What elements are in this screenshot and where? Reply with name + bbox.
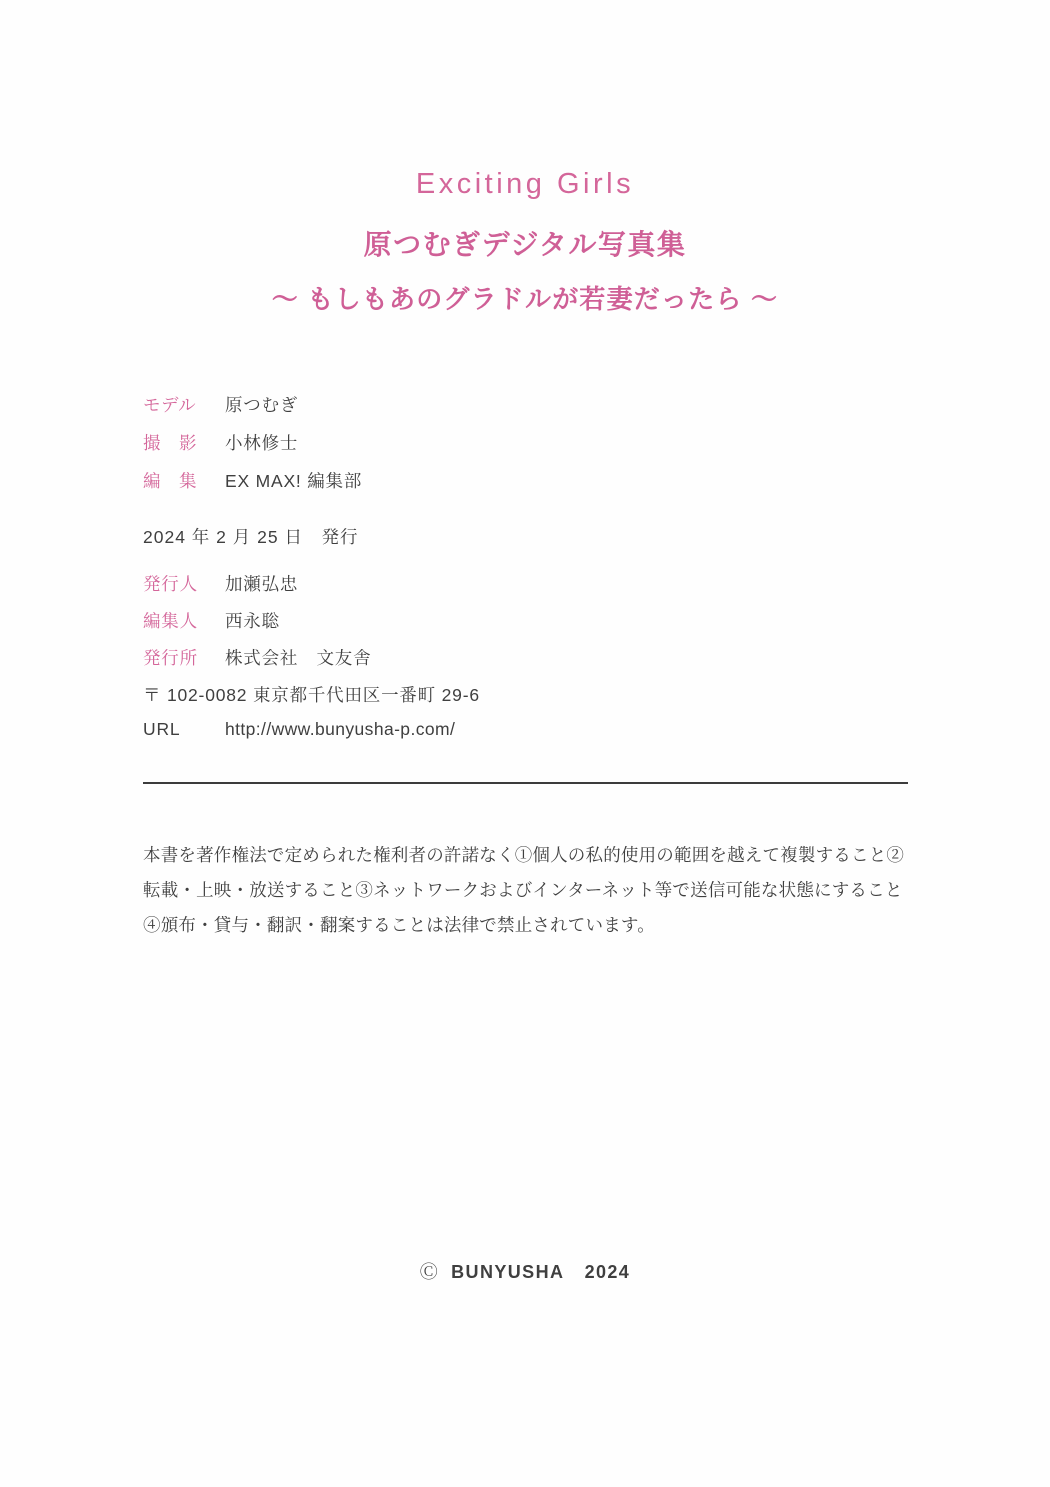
imprint-block [143, 524, 923, 740]
credit-label-photography: 撮 影 [143, 433, 197, 453]
horizontal-rule [143, 782, 908, 784]
imprint-value-publisher-company: 株式会社 文友舎 [225, 648, 372, 668]
imprint-value-editor-person: 西永聡 [225, 611, 280, 631]
credit-row-photography [143, 430, 903, 455]
url-label: URL [143, 719, 181, 739]
copyright-owner: BUNYUSHA [451, 1262, 565, 1282]
publisher-address: 〒 102-0082 東京都千代田区一番町 29-6 [143, 685, 480, 705]
imprint-value-publisher-person: 加瀬弘忠 [225, 574, 299, 594]
copyright-icon: Ⓒ [419, 1262, 439, 1282]
url-value[interactable]: http://www.bunyusha-p.com/ [225, 719, 456, 739]
imprint-row-editor-person [143, 608, 923, 633]
credit-value-photography: 小林修士 [225, 433, 299, 453]
imprint-row-publisher-person [143, 571, 923, 596]
page-subtitle: 〜 もしもあのグラドルが若妻だったら 〜 [271, 284, 779, 314]
publication-date: 2024 年 2 月 25 日 発行 [143, 527, 359, 547]
credit-label-editing: 編 集 [143, 471, 197, 491]
imprint-label-publisher-person: 発行人 [143, 574, 198, 594]
series-title: Exciting Girls [415, 168, 635, 200]
credit-row-editing [143, 468, 903, 493]
imprint-row-publisher-company [143, 645, 923, 670]
copyright-line [0, 1258, 1050, 1284]
page-title: 原つむぎデジタル写真集 [363, 229, 687, 260]
title-block [0, 168, 1050, 316]
imprint-label-publisher-company: 発行所 [143, 648, 198, 668]
credit-value-model: 原つむぎ [225, 395, 299, 415]
credits-list [143, 392, 903, 506]
imprint-label-editor-person: 編集人 [143, 611, 198, 631]
credit-row-model [143, 392, 903, 417]
publisher-url-row [143, 719, 923, 740]
copyright-notice-text: 本書を著作権法で定められた権利者の許諾なく①個人の私的使用の範囲を越えて複製すること②転載・上映・放送すること③ネットワークおよびインターネット等で送信可能な状態にすること④頒布・貸与・翻訳・翻案することは法律で禁止されています。 [143, 845, 905, 935]
credit-label-model: モデル [143, 395, 197, 415]
credit-value-editing: EX MAX! 編集部 [225, 471, 363, 491]
copyright-year: 2024 [584, 1262, 631, 1282]
